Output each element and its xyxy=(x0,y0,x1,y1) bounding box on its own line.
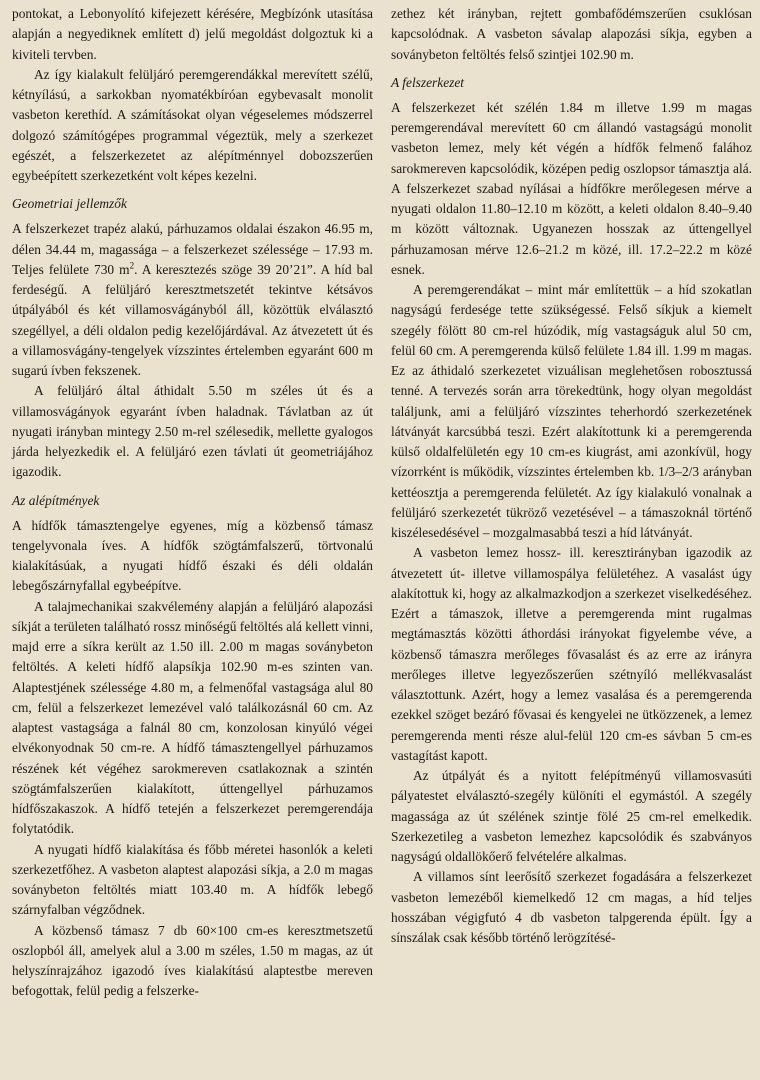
superscript: 2 xyxy=(129,260,135,271)
paragraph-text-cont: . A keresztezés szöge 39 20’21”. A híd bal ferdeségű. A felüljáró keresztmetszetét tekintve kétsávos útpályából és két villamosvágányból áll, közöttük elválasztó szegéllyel, a déli oldalon pedig kezelőjárdával. Az átvezetett út és a villamosvágány-tengelyek vízszintes értelemben egyaránt 600 m sugarú ívben fekszenek. xyxy=(12,261,373,378)
section-heading: Geometriai jellemzők xyxy=(12,196,127,212)
paragraph: A hídfők támasztengelye egyenes, míg a közbenső támasz tengelyvonala íves. A hídfők szögtámfalszerű, törtvonalú kialakításúak, a nyugati hídfő északi és déli oldalán lebegőszárnyfallal egybeépítve. xyxy=(12,517,373,594)
paragraph: Az útpályát és a nyitott felépítményű villamosvasúti pályatestet elválasztó-szegély különíti el egymástól. A szegély magassága az út szélének szintje fölé 25 cm-rel emelkedik. Szerkezetileg a vasbeton lemezhez kapcsolódik és szabványos nagyságú oldallökőerő felvételére alkalmas. xyxy=(391,768,752,864)
paragraph: A villamos sínt leerősítő szerkezet fogadására a felszerkezet vasbeton lemezéből kiemelkedő 12 cm magas, a híd teljes hosszában végigfutó 4 db vasbeton talpgerenda épült. Így a sínszálak csak később történő lerögzítésé- xyxy=(391,869,752,945)
paragraph: A vasbeton lemez hossz- ill. keresztirányban igazodik az átvezetett út- illetve villamospálya felületéhez. A vasalást úgy alakítottuk ki, hogy az alkalmazkodjon a szerkezet viselkedéséhez. Ezért a támaszok, illetve a peremgerenda mint rugalmas megtámasztás közötti áthordási irányokat figyelembe véve, a közbenső támaszra merőleges fővasalást és az erre az irányra merőleges illetve legyezőszerűen szétnyíló mellékvasalást választottunk. Azért, hogy a lemez vasalása és a peremgerenda ezekkel szöget bezáró fővasai és kengyelei ne ütközzenek, a lemez peremgerenda menti része alul-felül 120 cm-es sávban 5 cm-es vastagítást kapott. xyxy=(391,545,752,763)
paragraph: A peremgerendákat – mint már említettük – a híd szokatlan nagyságú ferdesége tette szükségessé. Felső síkjuk a kiemelt szegély fölött 80 cm-rel húzódik, míg vastagságuk alul 50 cm, felül 60 cm. A peremgerenda külső felülete 1.84 ill. 1.99 m magas. Ez az áthidaló szerkezetet vizuálisan meglehetősen robosztussá tenné. A tervezés során arra törekedtünk, hogy olyan megoldást találjunk, ami a felüljáró vízszintes teherhordó szerkezetének látványát karcsúbbá teszi. Ezért alakítottunk ki a peremgerenda külső oldalfelületén egy 10 cm-es kiugrást, ami azonkívül, hogy vízorrként is működik, vízszintes értelemben kb. 1/3–2/3 arányban kettéosztja a peremgerenda felületét. Az így kialakuló vonalnak a felüljáró szerkezetét tükröző vezetésével – a támaszoknál történő kiszélesedésével – mozgalmasabbá teszi a híd látványát. xyxy=(391,282,752,540)
paragraph: pontokat, a Lebonyolító kifejezett kérésére, Megbízónk utasítása alapján a negyediknek említett d) jelű megoldást dolgoztuk ki a kiviteli tervben. xyxy=(12,6,373,62)
left-column xyxy=(12,4,373,1080)
paragraph: A talajmechanikai szakvélemény alapján a felüljáró alapozási síkját a területen található rossz minőségű feltöltés alá kellett vinni, majd erre a síkra került az 1.50 ill. 2.00 m magas soványbeton feltöltés. A keleti hídfő alapsíkja 102.90 m-es szinten van. Alaptestjének szélessége 4.80 m, a felmenőfal vastagsága alul 80 cm, felül a felszerkezet lemezével való találkozásnál 60 cm. Az alaptest vastagsága a falnál 80 cm, konzolosan kinyúló végei elvékonyodnak 50 cm-re. A hídfő támasztengellyel párhuzamos részének két végéhez sarokmereven csatlakoznak a szintén szögtámfalszerűen kialakított, úttengellyel párhuzamos hídfőszakaszok. A hídfő tetején a felszerkezet peremgerendája folytatódik. xyxy=(12,598,373,837)
paragraph: Az így kialakult felüljáró peremgerendákkal merevített szélű, kétnyílású, a sarkokban nyomatékbíróan egybevasalt monolit vasbeton kerethíd. A számításokat olyan végeselemes módszerrel dolgozó számítógépes programmal végeztük, mely a szerkezet egészét, a felszerkezetet az alépítménnyel dobozszerűen egybeépített szerkezetként volt képes kezelni. xyxy=(12,66,373,183)
paragraph xyxy=(12,219,373,381)
paragraph: A nyugati hídfő kialakítása és főbb méretei hasonlók a keleti szerkezetfőhez. A vasbeton alaptest alapozási síkja, a 2.0 m magas soványbeton feltöltés miatt 103.40 m. A hídfők lebegő szárnyfalban végződnek. xyxy=(12,841,373,918)
paragraph: A közbenső támasz 7 db 60×100 cm-es keresztmetszetű oszlopból áll, amelyek alul a 3.00 m széles, 1.50 m magas, az út helyszínrajzához igazodó íves kialakítású alaptestbe mereven befogottak, felül pedig a felszerke- xyxy=(12,922,373,999)
section-heading: Az alépítmények xyxy=(12,492,100,508)
paragraph-text: A felszerkezet trapéz alakú, párhuzamos oldalai északon 46.95 m, délen 34.44 m, magassága – a felszerkezet szélessége – 17.93 m. Teljes felülete 730 m xyxy=(12,221,373,277)
section-heading: A felszerkezet xyxy=(391,74,465,90)
paragraph: zethez két irányban, rejtett gombafődémszerűen csuklósan kapcsolódnak. A vasbeton sávalap alapozási síkja, egyben a soványbeton feltöltés felső szintjei 102.90 m. xyxy=(391,6,752,62)
right-column xyxy=(391,4,752,1080)
paragraph: A felüljáró által áthidalt 5.50 m széles út és a villamosvágányok egyaránt ívben haladnak. Távlatban az út nyugati irányban mintegy 2.50 m-rel szélesedik, mellette gyalogos járda helyezkedik el. A felüljáró ezen távlati út geometriájához igazodik. xyxy=(12,383,373,480)
paragraph: A felszerkezet két szélén 1.84 m illetve 1.99 m magas peremgerendával merevített 60 cm állandó vastagságú monolit vasbeton lemez, mely két végén a hídfők felmenő falához sarokmereven kapcsolódik, középen pedig oszlopsor támasztja alá. A felszerkezet szabad nyílásai a hídfőkre merőlegesen mérve a nyugati oldalon 11.80–12.10 m között, a keleti oldalon 8.40–9.40 m között változnak. Ugyanezen hosszak az úttengellyel párhuzamosan mérve 12.6–21.2 m közé, ill. 17.2–22.2 m közé esnek. xyxy=(391,99,752,277)
